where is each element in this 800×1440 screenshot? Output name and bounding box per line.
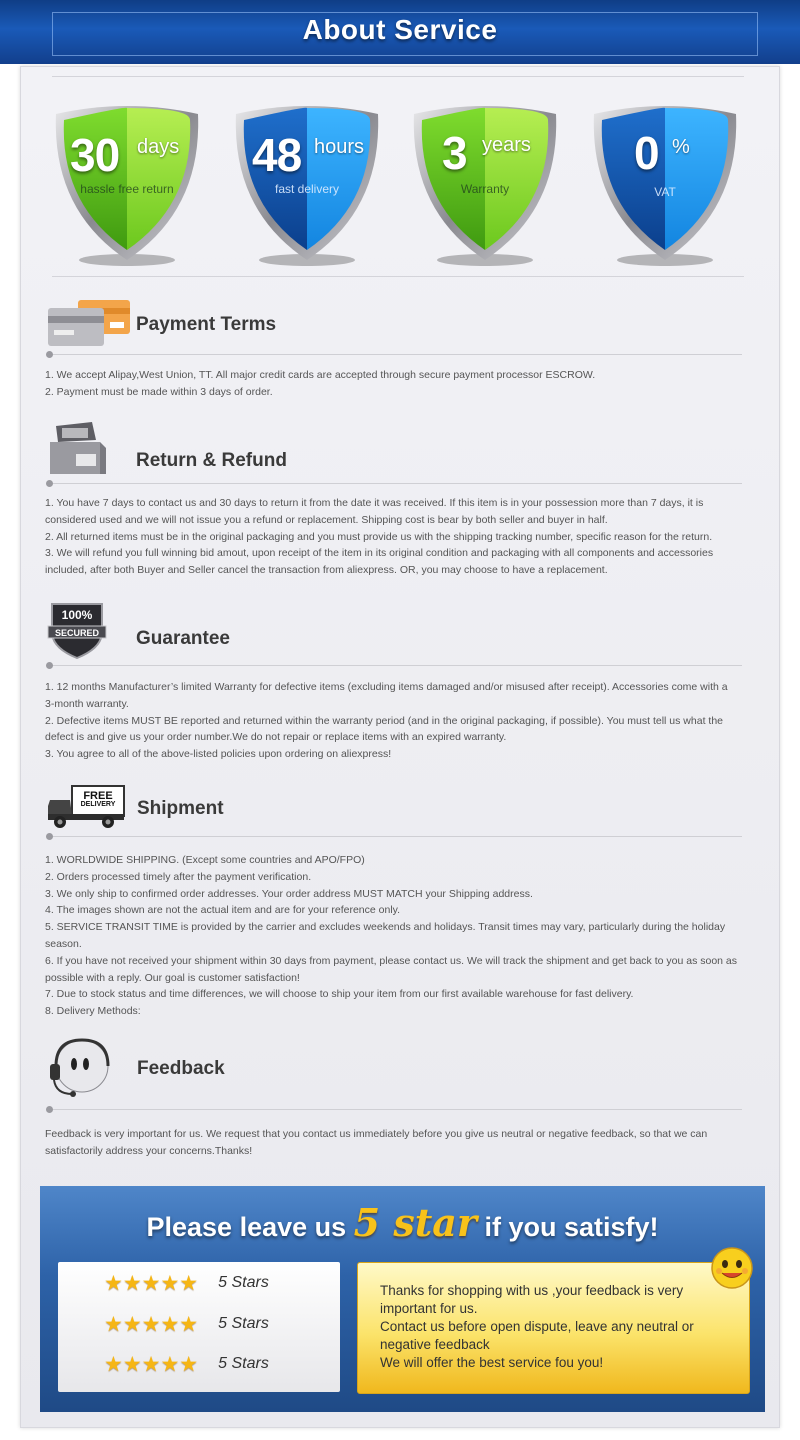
header-bar [0,0,800,64]
five-star-banner [40,1186,765,1412]
text-line: 6. If you have not received your shipment within 30 days from payment, please contact us. We will track the shipment and get back to you as soon as [45,954,738,967]
banner-title-highlight: 5 star [353,1200,477,1245]
rating-box [58,1262,340,1392]
message-line: Thanks for shopping with us ,your feedback is very [380,1283,684,1298]
rating-row [104,1272,269,1294]
section-rule [50,354,742,355]
text-line: 7. Due to stock status and time differences, we will choose to ship your item from our first available warehouse for fast delivery. [45,988,634,1001]
delivery-truck-icon [46,784,126,835]
text-line: 2. Orders processed timely after the payment verification. [45,870,312,883]
section-body-shipment [45,852,770,1020]
message-line: We will offer the best service fou you! [380,1355,604,1370]
shield-30-days [52,100,202,270]
section-rule [50,1109,742,1110]
section-rule [50,665,742,666]
divider [52,76,744,77]
text-line: considered used and we will not issue you a refund or replacement. Shipping cost is bear by both seller and buyer in half. [45,513,608,526]
shield-unit: % [672,136,690,158]
text-line: defect is and give us your order number.We do not repair or replace items with an expired warranty. [45,731,507,744]
shield-number: 30 [70,129,120,181]
shield-caption: Warranty [460,182,510,196]
shield-number: 48 [252,129,302,181]
text-line: 1. We accept Alipay,West Union, TT. All major credit cards are accepted through secure payment processor ESCROW. [45,369,596,381]
shield-unit: hours [314,136,365,158]
section-body-payment [45,367,765,401]
divider [52,276,744,277]
shield-48-hours [232,100,382,270]
rating-label: 5 Stars [218,1355,269,1372]
rating-label: 5 Stars [218,1274,269,1291]
text-line: 2. Payment must be made within 3 days of order. [45,385,273,398]
text-line: 8. Delivery Methods: [45,1005,141,1018]
badge-label: SECURED [54,628,99,638]
text-line: 1. 12 months Manufacturer’s limited Warranty for defective items (excluding items damaged and/or misused after receipt). Accessories come with a [45,681,728,693]
bullet-dot [46,351,53,358]
banner-title-pre: Please leave us [146,1212,347,1242]
cash-register-icon [46,418,110,481]
text-line: included, after both Buyer and Seller cancel the transaction from aliexpress. OR, you may choose to have a replacement. [45,564,608,577]
star-icon-group: ★★★★★ [104,1271,199,1295]
thank-you-message [357,1262,750,1394]
shield-caption: fast delivery [274,182,340,196]
shield-unit: years [482,134,531,156]
text-line: 3-month warranty. [45,697,129,710]
text-line: 2. All returned items must be in the original packaging and you must provide us with the shipping tracking number, specific reason for the return. [45,530,713,543]
text-line: 5. SERVICE TRANSIT TIME is provided by the carrier and excludes weekends and holidays. Transit times may vary, particularly during the holiday [45,921,726,934]
section-body-refund [45,495,770,579]
section-title-shipment: Shipment [137,798,224,819]
credit-card-icon [46,298,132,355]
shield-caption: VAT [654,185,676,199]
text-line: Feedback is very important for us. We request that you contact us immediately before you give us neutral or negative feedback, so that we can [45,1128,708,1140]
rating-row [104,1353,269,1375]
rating-row [104,1313,269,1335]
section-body-feedback [45,1126,770,1160]
text-line: 4. The images shown are not the actual item and are for your reference only. [45,904,401,917]
text-line: satisfactorily address your concerns.Thanks! [45,1144,253,1157]
truck-label-delivery: DELIVERY [80,801,116,808]
star-icon-group: ★★★★★ [104,1312,199,1336]
bullet-dot [46,1106,53,1113]
message-line: negative feedback [380,1337,490,1352]
shield-unit: days [137,136,180,158]
page-title: About Service [302,14,498,45]
secured-badge-icon [46,600,108,665]
badge-percent: 100% [61,608,93,622]
smiley-face-icon [710,1246,754,1290]
headset-support-icon [46,1036,112,1105]
text-line: possible with a reply. Our goal is customer satisfaction! [45,971,300,984]
shield-number: 3 [442,127,467,179]
shield-3-years [410,100,560,270]
banner-title-post: if you satisfy! [484,1212,659,1242]
section-title-payment: Payment Terms [136,314,277,335]
section-body-guarantee [45,679,770,763]
banner-title [40,1200,765,1245]
shield-0-vat [590,100,740,270]
text-line: season. [45,937,82,950]
bullet-dot [46,480,53,487]
text-line: 1. You have 7 days to contact us and 30 days to return it from the date it was received. If this item is in your possession more than 7 days, it is [45,497,704,509]
shield-caption: hassle free return [80,182,174,196]
message-line: important for us. [380,1301,478,1316]
text-line: 3. You agree to all of the above-listed policies upon ordering on aliexpress! [45,748,392,761]
text-line: 1. WORLDWIDE SHIPPING. (Except some countries and APO/FPO) [45,854,365,866]
text-line: 3. We only ship to confirmed order addresses. Your order address MUST MATCH your Shipping address. [45,887,533,900]
bullet-dot [46,833,53,840]
text-line: 2. Defective items MUST BE reported and returned within the warranty period (and in the original packaging, if possible). You must tell us what the [45,714,723,727]
section-rule [50,483,742,484]
shield-number: 0 [634,127,659,179]
section-rule [50,836,742,837]
section-title-refund: Return & Refund [136,450,287,471]
section-title-guarantee: Guarantee [136,628,230,649]
section-title-feedback: Feedback [137,1058,225,1079]
rating-label: 5 Stars [218,1315,269,1332]
truck-label-free: FREE [83,790,113,802]
message-line: Contact us before open dispute, leave any neutral or [380,1319,694,1334]
bullet-dot [46,662,53,669]
star-icon-group: ★★★★★ [104,1352,199,1376]
text-line: 3. We will refund you full winning bid amout, upon receipt of the item in its original condition and packaging with all components and accessories [45,547,714,560]
